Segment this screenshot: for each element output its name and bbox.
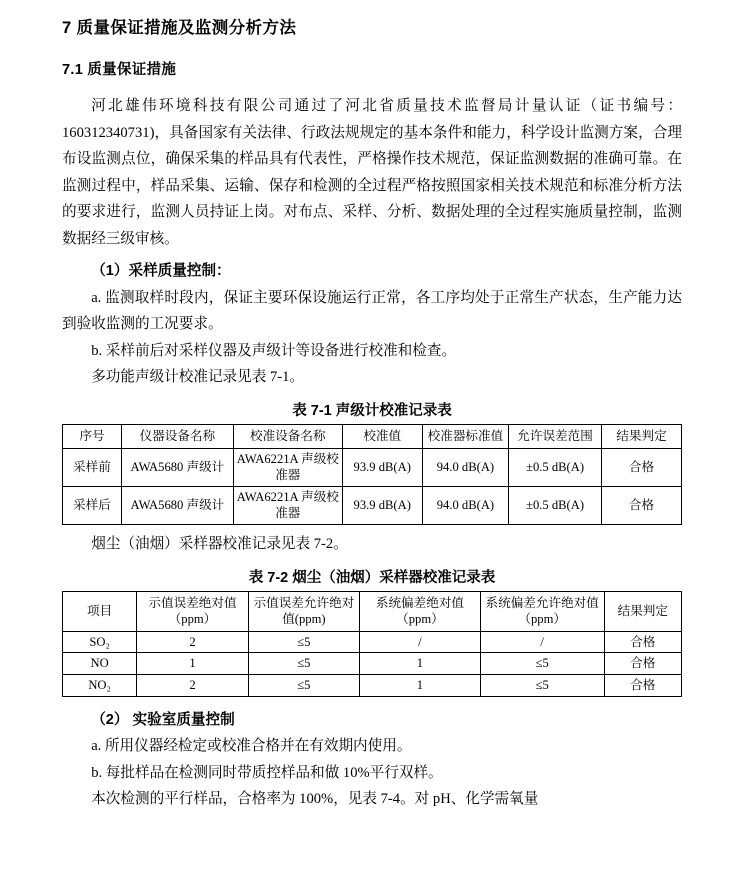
subheading-lab-qc: （2） 实验室质量控制 (91, 711, 235, 728)
table-header-cell: 校准器标准值 (422, 425, 508, 449)
table-cell: 2 (137, 631, 248, 653)
subheading-sampling-qc: （1）采样质量控制： (91, 263, 231, 280)
table-cell: 1 (360, 675, 481, 697)
table-cell: ≤5 (248, 653, 359, 675)
paragraph-table2-ref: 烟尘（油烟）采样器校准记录见表 7-2。 (91, 536, 348, 553)
table-cell: ≤5 (480, 675, 604, 697)
table-cell: 合格 (604, 653, 681, 675)
paragraph-a-monitoring: a. 监测取样时段内，保证主要环保设施运行正常，各工序均处于正常生产状态，生产能力达到验收监测的工况要求。 (62, 289, 682, 333)
table-header-cell: 示值误差绝对值（ppm） (137, 591, 248, 631)
paragraph-a-instruments: a. 所用仪器经检定或校准合格并在有效期内使用。 (91, 738, 412, 755)
table-cell: AWA6221A 声级校准器 (233, 486, 342, 524)
table-header-cell: 校准设备名称 (233, 425, 342, 449)
table-header-cell: 项目 (63, 591, 137, 631)
table-row (63, 448, 682, 486)
table-row (63, 653, 682, 675)
paragraph-parallel-result: 本次检测的平行样品，合格率为 100%，见表 7-4。对 pH、化学需氧量 (91, 791, 539, 808)
table-header-cell: 序号 (63, 425, 122, 449)
table-header-cell: 仪器设备名称 (121, 425, 233, 449)
table-cell: 合格 (601, 486, 681, 524)
table-cell: 1 (137, 653, 248, 675)
table-cell: / (480, 631, 604, 653)
table-7-2 (62, 591, 682, 697)
table-cell: 采样前 (63, 448, 122, 486)
table-header-cell: 系统偏差允许绝对值（ppm） (480, 591, 604, 631)
table-header-cell: 示值误差允许绝对值(ppm) (248, 591, 359, 631)
table-row (63, 631, 682, 653)
table-cell: 93.9 dB(A) (342, 448, 422, 486)
table-cell: 2 (137, 675, 248, 697)
paragraph-intro: 河北雄伟环境科技有限公司通过了河北省质量技术监督局计量认证（证书编号：160312340731)，具备国家有关法律、行政法规规定的基本条件和能力，科学设计监测方案，合理布设监测点位，确保采集的样品具有代表性，严格操作技术规范，保证监测数据的准确可靠。在监测过程中，样品采集、运输、保存和检测的全过程严格按照国家相关技术规范和标准分析方法的要求进行，监测人员持证上岗。对布点、采样、分析、数据处理的全过程实施质量控制，监测数据经三级审核。 (62, 98, 682, 247)
table-header-row (63, 425, 682, 449)
table-7-1-caption: 表 7-1 声级计校准记录表 (292, 403, 452, 420)
table-7-1 (62, 424, 682, 525)
table-cell: 合格 (604, 675, 681, 697)
table-cell: AWA5680 声级计 (121, 448, 233, 486)
table-cell: 94.0 dB(A) (422, 486, 508, 524)
table-header-cell: 校准值 (342, 425, 422, 449)
paragraph-b-parallel-samples: b. 每批样品在检测同时带质控样品和做 10%平行双样。 (91, 764, 443, 781)
table-cell: AWA6221A 声级校准器 (233, 448, 342, 486)
table-header-row (63, 591, 682, 631)
table-cell: ≤5 (248, 675, 359, 697)
table-header-cell: 系统偏差绝对值（ppm） (360, 591, 481, 631)
table-cell: ≤5 (248, 631, 359, 653)
table-cell: ≤5 (480, 653, 604, 675)
table-cell: / (360, 631, 481, 653)
table-cell: SO₂ (63, 631, 137, 653)
table-7-2-caption: 表 7-2 烟尘（油烟）采样器校准记录表 (248, 569, 496, 586)
table-row (63, 675, 682, 697)
page-title: 7 质量保证措施及监测分析方法 (62, 19, 297, 37)
table-cell: NO (63, 653, 137, 675)
table-cell: NO₂ (63, 675, 137, 697)
table-header-cell: 结果判定 (604, 591, 681, 631)
paragraph-table1-ref: 多功能声级计校准记录见表 7-1。 (91, 369, 305, 386)
table-cell: 1 (360, 653, 481, 675)
table-cell: 94.0 dB(A) (422, 448, 508, 486)
table-header-cell: 允许误差范围 (509, 425, 602, 449)
table-header-cell: 结果判定 (601, 425, 681, 449)
table-cell: ±0.5 dB(A) (509, 448, 602, 486)
table-cell: AWA5680 声级计 (121, 486, 233, 524)
table-cell: 93.9 dB(A) (342, 486, 422, 524)
section-heading-7-1: 7.1 质量保证措施 (62, 62, 177, 78)
paragraph-b-calibration: b. 采样前后对采样仪器及声级计等设备进行校准和检查。 (91, 342, 457, 359)
table-cell: ±0.5 dB(A) (509, 486, 602, 524)
table-cell: 采样后 (63, 486, 122, 524)
table-cell: 合格 (604, 631, 681, 653)
table-row (63, 486, 682, 524)
table-cell: 合格 (601, 448, 681, 486)
